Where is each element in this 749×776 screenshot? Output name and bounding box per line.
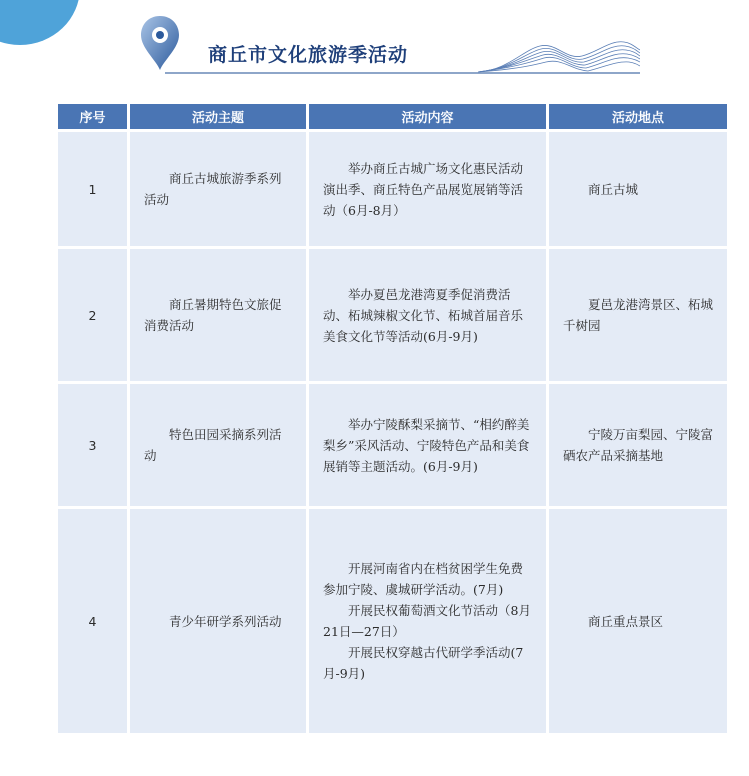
row-place bbox=[549, 384, 727, 506]
place-text: 宁陵万亩梨园、宁陵富硒农产品采摘基地 bbox=[563, 427, 714, 463]
theme-text: 商丘暑期特色文旅促消费活动 bbox=[144, 297, 282, 333]
place-text: 商丘重点景区 bbox=[588, 613, 664, 629]
content-text: 开展民权穿越古代研学季活动(7月-9月) bbox=[323, 645, 524, 681]
row-number: 4 bbox=[58, 509, 127, 733]
theme-text: 商丘古城旅游季系列活动 bbox=[144, 171, 282, 207]
row-content bbox=[309, 132, 546, 246]
table-row bbox=[58, 509, 727, 733]
row-number: 1 bbox=[58, 132, 127, 246]
content-text: 举办商丘古城广场文化惠民活动演出季、商丘特色产品展览展销等活动（6月-8月） bbox=[323, 160, 524, 218]
row-place bbox=[549, 249, 727, 381]
table-header-row bbox=[58, 104, 727, 129]
row-place bbox=[549, 509, 727, 733]
place-text: 商丘古城 bbox=[588, 181, 639, 197]
row-place bbox=[549, 132, 727, 246]
row-number: 2 bbox=[58, 249, 127, 381]
theme-text: 青少年研学系列活动 bbox=[169, 613, 282, 629]
row-content bbox=[309, 384, 546, 506]
row-theme bbox=[130, 249, 306, 381]
page-title: 商丘市文化旅游季活动 bbox=[208, 44, 409, 66]
column-header-no: 序号 bbox=[58, 104, 127, 129]
table-row bbox=[58, 249, 727, 381]
row-content bbox=[309, 249, 546, 381]
column-header-content: 活动内容 bbox=[309, 104, 546, 129]
column-header-theme: 活动主题 bbox=[130, 104, 306, 129]
row-content bbox=[309, 509, 546, 733]
content-text: 开展河南省内在档贫困学生免费参加宁陵、虞城研学活动。(7月) bbox=[323, 561, 524, 597]
row-theme bbox=[130, 509, 306, 733]
content-text: 举办夏邑龙港湾夏季促消费活动、柘城辣椒文化节、柘城首届音乐美食文化节等活动(6月-9月) bbox=[323, 286, 524, 344]
column-header-place: 活动地点 bbox=[549, 104, 727, 129]
location-pin-icon bbox=[138, 14, 182, 72]
row-theme bbox=[130, 132, 306, 246]
place-text: 夏邑龙港湾景区、柘城千树园 bbox=[563, 297, 714, 333]
page-header bbox=[0, 0, 749, 95]
activity-table bbox=[55, 101, 730, 736]
theme-text: 特色田园采摘系列活动 bbox=[144, 427, 282, 463]
table-row bbox=[58, 132, 727, 246]
wave-lines-decoration bbox=[478, 34, 640, 74]
row-theme bbox=[130, 384, 306, 506]
content-text: 开展民权葡萄酒文化节活动（8月21日—27日） bbox=[323, 603, 531, 639]
table-row bbox=[58, 384, 727, 506]
row-number: 3 bbox=[58, 384, 127, 506]
content-text: 举办宁陵酥梨采摘节、“相约醉美梨乡”采风活动、宁陵特色产品和美食展销等主题活动。(6月-9月) bbox=[323, 416, 530, 474]
